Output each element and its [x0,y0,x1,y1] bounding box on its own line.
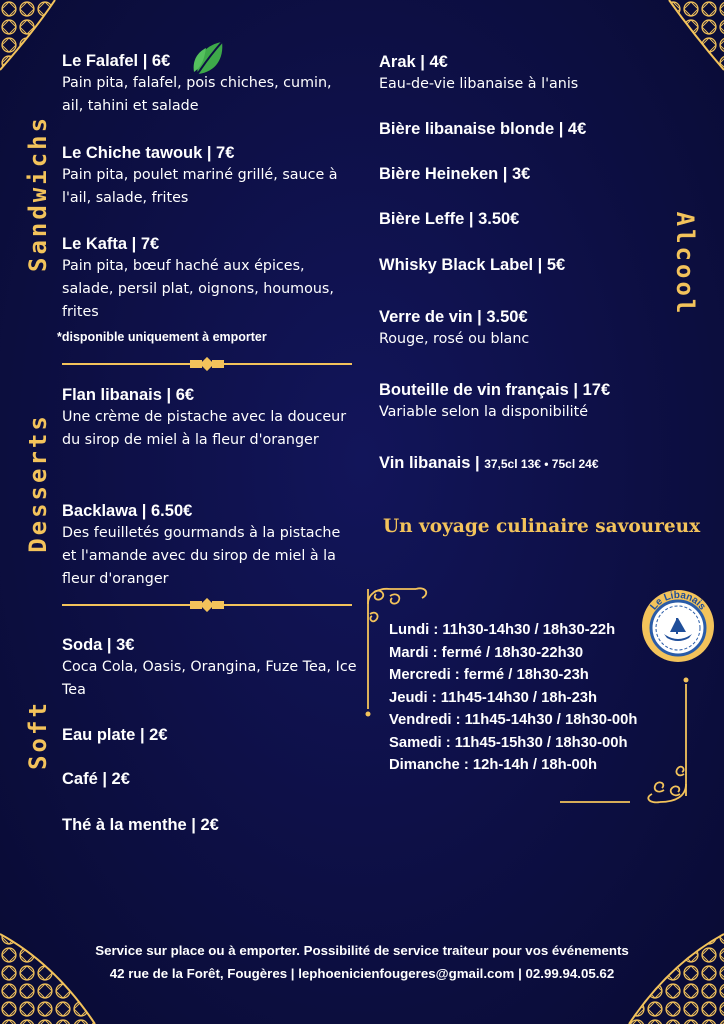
menu-item-vin-libanais [379,452,599,475]
menu-item-arak [379,51,578,96]
tagline: Un voyage culinaire savoureux [383,516,701,537]
logo-text: Le Libanais [648,589,708,613]
sandwich-note: *disponible uniquement à emporter [57,330,267,344]
hours-row: Mardi : fermé / 18h30-22h30 [389,644,584,661]
item-title: Le Falafel | 6€ [62,52,171,70]
item-title: Verre de vin | 3.50€ [379,308,528,326]
item-title: Vin libanais | [379,454,480,472]
hours-row: Samedi : 11h45-15h30 / 18h30-00h [389,734,628,751]
item-title: Bouteille de vin français | 17€ [379,381,611,399]
item-title: Whisky Black Label | 5€ [379,256,566,274]
item-description: Variable selon la disponibilité [379,404,589,420]
menu-item-whisky [379,254,565,276]
section-label-desserts: Desserts [24,413,52,553]
item-title: Bière Leffe | 3.50€ [379,210,520,228]
hours-row: Jeudi : 11h45-14h30 / 18h-23h [389,689,598,706]
menu-item-bouteille-vin [379,379,610,424]
item-description: Rouge, rosé ou blanc [379,331,530,347]
hours-row: Dimanche : 12h-14h / 18h-00h [389,757,598,773]
item-title: Soda | 3€ [62,636,135,654]
menu-item-verre-vin [379,306,529,351]
menu-item-eau-plate [62,724,168,746]
menu-item-backlawa [62,500,352,591]
restaurant-logo [640,588,716,664]
item-title: Eau plate | 2€ [62,726,168,744]
menu-item-the-menthe [62,814,219,836]
hours-row: Lundi : 11h30-14h30 / 18h30-22h [389,622,616,638]
menu-item-soda [62,634,357,702]
item-title: Bière Heineken | 3€ [379,165,531,183]
item-description: Pain pita, poulet mariné grillé, sauce à l'ail, salade, frites [62,167,338,206]
section-label-sandwichs: Sandwichs [24,114,52,272]
footer-contact-line: 42 rue de la Forêt, Fougères | lephoenicienfougeres@gmail.com | 02.99.94.05.62 [109,966,615,981]
item-description: Une crème de pistache avec la douceur du sirop de miel à la fleur d'oranger [62,409,347,448]
item-title: Flan libanais | 6€ [62,386,195,404]
menu-item-kafta [62,233,352,324]
item-description: Coca Cola, Oasis, Orangina, Fuze Tea, Ice Tea [62,659,357,698]
opening-hours [389,619,637,777]
item-title: Thé à la menthe | 2€ [62,816,219,834]
menu-item-biere-leffe [379,208,519,230]
menu-item-flan-libanais [62,384,352,452]
item-description: Des feuilletés gourmands à la pistache et l'amande avec du sirop de miel à la fleur d'oranger [62,525,341,587]
item-description: Eau-de-vie libanaise à l'anis [379,76,579,92]
footer-service-line: Service sur place ou à emporter. Possibilité de service traiteur pour vos événements [95,943,629,958]
item-title: Backlawa | 6.50€ [62,502,193,520]
item-description: Pain pita, falafel, pois chiches, cumin, ail, tahini et salade [62,75,332,114]
section-label-alcool: Alcool [671,211,699,317]
menu-item-biere-libanaise [379,118,586,140]
corner-ornament-top-right [574,0,724,150]
section-divider [62,598,352,612]
menu-item-cafe [62,768,130,790]
hours-row: Mercredi : fermé / 18h30-23h [389,667,589,683]
item-title: Café | 2€ [62,770,130,788]
item-title: Le Chiche tawouk | 7€ [62,144,235,162]
hours-row: Vendredi : 11h45-14h30 / 18h30-00h [389,712,638,728]
item-title: Bière libanaise blonde | 4€ [379,120,587,138]
item-description: Pain pita, bœuf haché aux épices, salade, persil plat, oignons, houmous, frites [62,258,334,320]
section-divider [62,357,352,371]
leaf-icon [192,38,228,78]
menu-item-biere-heineken [379,163,530,185]
item-title: Le Kafta | 7€ [62,235,160,253]
item-title: Arak | 4€ [379,53,448,71]
menu-item-chiche-tawouk [62,142,352,210]
item-detail: 37,5cl 13€ • 75cl 24€ [484,457,599,471]
section-label-soft: Soft [24,700,52,770]
